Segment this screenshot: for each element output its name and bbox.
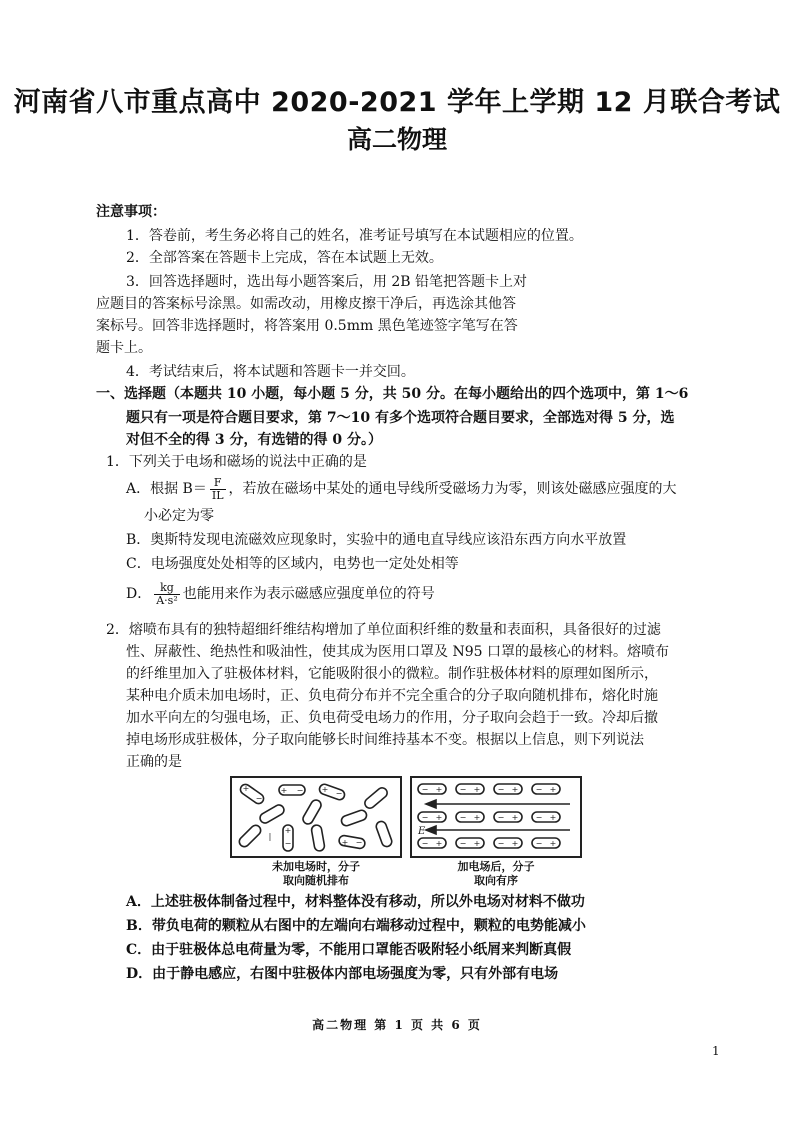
- svg-text:+: +: [435, 839, 443, 848]
- fraction-numerator: F: [210, 477, 226, 490]
- svg-text:+: +: [511, 813, 519, 822]
- svg-text:+: +: [242, 784, 250, 793]
- question-2-option-c: C．由于驻极体总电荷量为零，不能用口罩能否吸附轻小纸屑来判断真假: [126, 942, 572, 958]
- figure-random-molecules: [230, 776, 402, 858]
- formula-fraction: [210, 477, 226, 502]
- notice-item: 1．答卷前，考生务必将自己的姓名，准考证号填写在本试题相应的位置。: [126, 228, 583, 244]
- svg-text:−: −: [459, 813, 467, 822]
- svg-text:−: −: [421, 839, 429, 848]
- question-1-stem: 1．下列关于电场和磁场的说法中正确的是: [106, 454, 367, 470]
- fraction-denominator: IL: [211, 488, 224, 502]
- option-d-prefix: D．: [126, 586, 152, 602]
- svg-text:+: +: [511, 839, 519, 848]
- svg-text:+: +: [473, 839, 481, 848]
- question-1-option-b: B．奥斯特发现电流磁效应现象时，实验中的通电直导线应该沿东西方向水平放置: [126, 532, 627, 548]
- question-1-option-c: C．电场强度处处相等的区域内，电势也一定处处相等: [126, 556, 459, 572]
- svg-text:−: −: [497, 839, 505, 848]
- option-a-text: ，若放在磁场中某处的通电导线所受磁场力为零，则该处磁感应强度的大: [228, 481, 677, 497]
- section-header: 题只有一项是符合题目要求，第 7～10 有多个选项符合题目要求，全部选对得 5 分，选: [126, 410, 675, 426]
- exam-title: 河南省八市重点高中 2020-2021 学年上学期 12 月联合考试: [13, 87, 781, 118]
- svg-text:−: −: [296, 786, 304, 795]
- question-2-option-b: B．带负电荷的颗粒从右图中的左端向右端移动过程中，颗粒的电势能减小: [126, 918, 586, 934]
- fraction-denominator: A·s²: [156, 593, 178, 607]
- svg-text:+: +: [549, 813, 557, 822]
- question-2-option-a: A．上述驻极体制备过程中，材料整体没有移动，所以外电场对材料不做功: [126, 894, 585, 910]
- page-footer: 高二物理 第 1 页 共 6 页: [312, 1018, 482, 1032]
- question-2-option-d: D．由于静电感应，右图中驻极体内部电场强度为零，只有外部有电场: [126, 966, 559, 982]
- field-label: E: [418, 826, 426, 837]
- section-header: 对但不全的得 3 分，有选错的得 0 分。）: [126, 432, 382, 448]
- fraction-numerator: kg: [154, 582, 180, 595]
- notice-item: 2．全部答案在答题卡上完成，答在本试题上无效。: [126, 250, 443, 266]
- question-2-stem: 的纤维里加入了驻极体材料，它能吸附很小的微粒。制作驻极体材料的原理如图所示，: [126, 666, 658, 682]
- caption-line: 加电场后，分子: [457, 860, 535, 873]
- svg-text:−: −: [355, 838, 363, 847]
- caption-line: 未加电场时，分子: [272, 860, 360, 873]
- caption-line: 取向有序: [474, 874, 518, 887]
- figure-left-caption: [230, 860, 402, 888]
- svg-text:−: −: [421, 785, 429, 794]
- question-2-stem: 加水平向左的匀强电场，正、负电荷受电场力的作用，分子取向会趋于一致。冷却后撤: [126, 710, 658, 726]
- svg-text:−: −: [535, 785, 543, 794]
- svg-text:+: +: [284, 826, 292, 835]
- svg-text:+: +: [341, 838, 349, 847]
- svg-text:−: −: [335, 789, 343, 798]
- notice-item: 案标号。回答非选择题时，将答案用 0.5mm 黑色笔迹签字笔写在答: [96, 318, 518, 334]
- svg-text:−: −: [459, 785, 467, 794]
- exam-subject: 高二物理: [346, 125, 447, 154]
- option-d-text: 也能用来作为表示磁感应强度单位的符号: [182, 586, 435, 602]
- question-2-stem: 2．熔喷布具有的独特超细纤维结构增加了单位面积纤维的数量和表面积，具备很好的过滤: [106, 622, 661, 638]
- svg-text:+: +: [435, 785, 443, 794]
- figure-ordered-molecules: [410, 776, 582, 858]
- question-2-stem: 正确的是: [126, 754, 182, 770]
- svg-text:−: −: [284, 839, 292, 848]
- svg-text:−: −: [535, 839, 543, 848]
- svg-text:+: +: [473, 813, 481, 822]
- notice-item: 题卡上。: [96, 340, 152, 356]
- page-number: 1: [712, 1044, 720, 1058]
- svg-text:+: +: [435, 813, 443, 822]
- caption-line: 取向随机排布: [283, 874, 349, 887]
- option-a-prefix: A．根据 B＝: [126, 481, 207, 497]
- section-header: 一、选择题（本题共 10 小题，每小题 5 分，共 50 分。在每小题给出的四个选项中，第 1～6: [96, 386, 689, 402]
- notice-item: 应题目的答案标号涂黑。如需改动，用橡皮擦干净后，再选涂其他答: [96, 296, 516, 312]
- svg-text:−: −: [459, 839, 467, 848]
- question-2-stem: 某种电介质未加电场时，正、负电荷分布并不完全重合的分子取向随机排布，熔化时施: [126, 688, 658, 704]
- unit-fraction: [154, 582, 180, 607]
- svg-text:−: −: [535, 813, 543, 822]
- ordered-molecules-drawing: [412, 778, 580, 856]
- question-2-stem: 性、屏蔽性、绝热性和吸油性，使其成为医用口罩及 N95 口罩的最核心的材料。熔喷布: [126, 644, 669, 660]
- question-1-option-a-cont: 小必定为零: [144, 508, 214, 524]
- random-molecules-drawing: [232, 778, 400, 856]
- svg-text:+: +: [280, 786, 288, 795]
- svg-text:−: −: [497, 785, 505, 794]
- question-1-option-a: [126, 476, 677, 502]
- question-1-option-d: [126, 580, 435, 608]
- notice-heading: 注意事项：: [96, 204, 166, 220]
- notice-item: 4．考试结束后，将本试题和答题卡一并交回。: [126, 364, 415, 380]
- question-2-stem: 掉电场形成驻极体，分子取向能够长时间维持基本不变。根据以上信息，则下列说法: [126, 732, 644, 748]
- svg-text:+: +: [549, 839, 557, 848]
- figure-right-caption: [410, 860, 582, 888]
- notice-item: 3．回答选择题时，选出每小题答案后，用 2B 铅笔把答题卡上对: [126, 274, 528, 290]
- svg-text:+: +: [511, 785, 519, 794]
- svg-text:−: −: [255, 794, 263, 803]
- svg-text:+: +: [321, 785, 329, 794]
- svg-text:|: |: [268, 832, 272, 841]
- svg-text:−: −: [421, 813, 429, 822]
- svg-text:−: −: [497, 813, 505, 822]
- svg-text:+: +: [549, 785, 557, 794]
- svg-text:+: +: [473, 785, 481, 794]
